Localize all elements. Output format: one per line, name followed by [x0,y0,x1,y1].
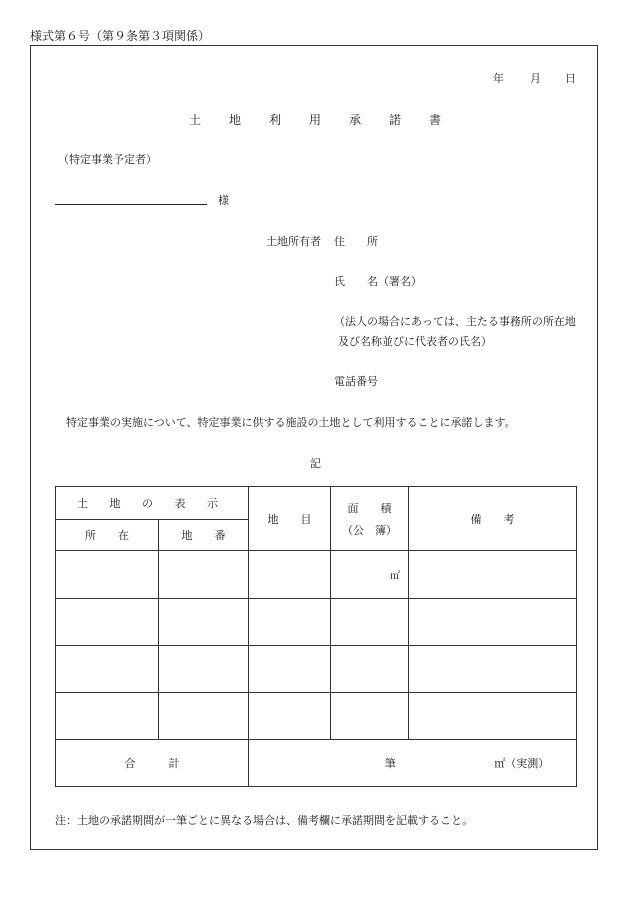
total-label: 合 計 [56,740,249,787]
location-cell[interactable] [56,646,159,693]
table-row [56,599,577,646]
area-cell[interactable] [331,693,409,740]
lot-number-cell[interactable] [159,551,249,599]
remarks-cell[interactable] [409,693,577,740]
date-year-label: 年 [493,72,504,85]
area-header-line2: （公 簿） [342,523,397,537]
land-display-header: 土 地 の 表 示 [56,487,249,520]
owner-name-label: 氏 名（署名） [334,275,422,288]
addressee-name-line [55,204,207,205]
area-cell[interactable] [331,646,409,693]
remarks-cell[interactable] [409,551,577,599]
land-category-cell[interactable] [249,599,331,646]
location-cell[interactable] [56,551,159,599]
table-row [56,646,577,693]
table-row [56,551,577,599]
footnote: 注：土地の承諾期間が一筆ごとに異なる場合は、備考欄に承諾期間を記載すること。 [55,814,473,827]
consent-statement: 特定事業の実施について、特定事業に供する施設の土地として利用することに承諾します。 [66,416,516,429]
area-header [331,487,409,551]
remarks-cell[interactable] [409,599,577,646]
date-month-label: 月 [530,72,541,85]
area-cell[interactable] [331,599,409,646]
addressee-role: （特定事業予定者） [58,153,157,166]
land-category-cell[interactable] [249,646,331,693]
date-day-label: 日 [565,72,576,85]
total-row [56,740,577,787]
document-title: 土地利用承諾書 [188,113,469,127]
land-category-cell[interactable] [249,551,331,599]
area-header-line1: 面 積 [347,501,392,515]
owner-address-label: 住 所 [334,235,378,248]
location-cell[interactable] [56,599,159,646]
location-cell[interactable] [56,693,159,740]
land-category-cell[interactable] [249,693,331,740]
location-header: 所 在 [56,520,159,551]
remarks-cell[interactable] [409,646,577,693]
corporate-note-line2: 及び名称並びに代表者の氏名） [338,335,492,348]
measured-area-label: ㎡（実測） [494,757,550,770]
table-row [56,693,577,740]
area-cell[interactable]: ㎡ [331,551,409,599]
land-category-header: 地 目 [249,487,331,551]
lot-number-cell[interactable] [159,646,249,693]
total-values-cell [249,740,577,787]
lot-number-cell[interactable] [159,693,249,740]
ki-heading: 記 [310,457,321,470]
land-table [55,486,577,787]
addressee-honorific: 様 [218,194,229,207]
corporate-note-line1: （法人の場合にあっては、主たる事務所の所在地 [334,315,576,328]
owner-phone-label: 電話番号 [334,375,378,388]
remarks-header: 備 考 [409,487,577,551]
lot-number-header: 地 番 [159,520,249,551]
lot-number-cell[interactable] [159,599,249,646]
form-number-label: 様式第６号（第９条第３項関係） [30,29,211,43]
parcels-label: 筆 [384,757,396,770]
owner-heading: 土地所有者 [266,235,321,248]
